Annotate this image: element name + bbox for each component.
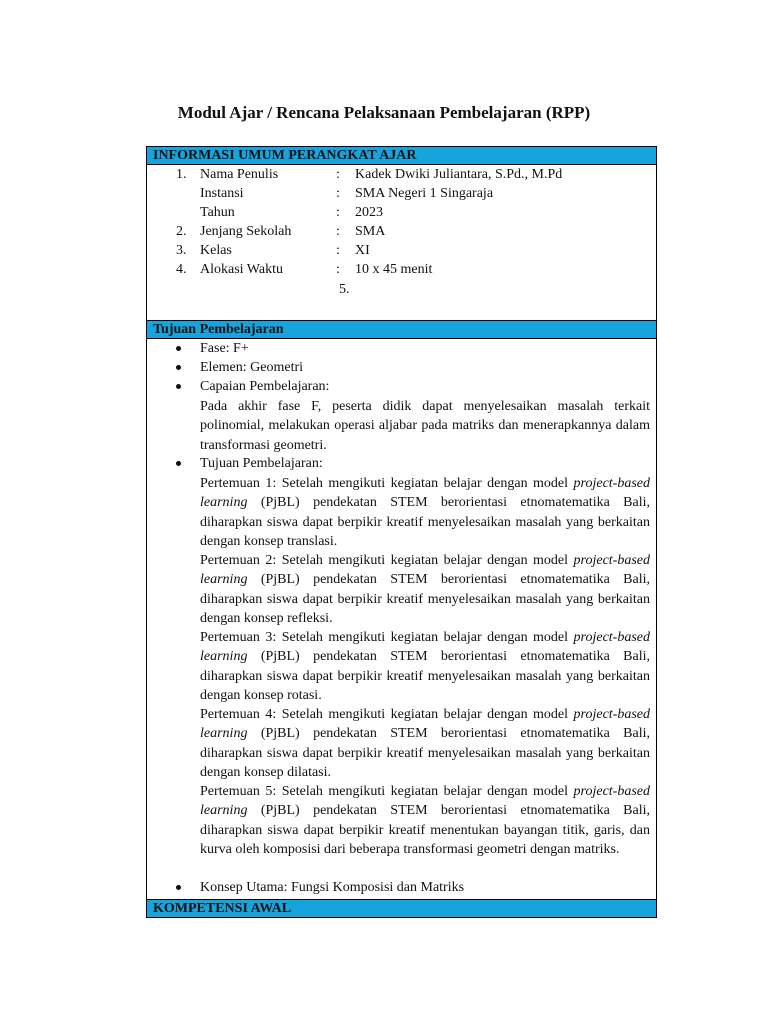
pertemuan-paragraph: Pertemuan 1: Setelah mengikuti kegiatan belajar dengan model project-based learning (PjBL) pendekatan STEM berorientasi etnomatematika Bali, diharapkan siswa dapat berpikir kreatif menyelesaikan masalah yang berkaitan dengan konsep translasi.	[200, 476, 650, 550]
bullet-marker	[176, 384, 181, 389]
info-row-separator: :	[336, 243, 340, 258]
info-row-label: Tahun	[200, 205, 235, 220]
kompetensi-section-header: KOMPETENSI AWAL	[146, 899, 657, 918]
info-row-label: Instansi	[200, 186, 244, 201]
bullet-marker	[176, 365, 181, 370]
info-row-separator: :	[336, 186, 340, 201]
info-row-value: SMA Negeri 1 Singaraja	[355, 186, 494, 201]
bullet-marker	[176, 346, 181, 351]
pertemuan-paragraph: Pertemuan 4: Setelah mengikuti kegiatan belajar dengan model project-based learning (PjBL) pendekatan STEM berorientasi etnomatematika Bali, diharapkan siswa dapat berpikir kreatif menyelesaikan masalah yang berkaitan dengan konsep dilatasi.	[200, 707, 650, 781]
konsep-utama-text: Konsep Utama: Fungsi Komposisi dan Matriks	[200, 880, 465, 895]
info-row-separator: :	[336, 262, 340, 277]
info-row-separator: :	[336, 167, 340, 182]
info-row-separator: :	[336, 205, 340, 220]
pertemuan-paragraph: Pertemuan 5: Setelah mengikuti kegiatan belajar dengan model project-based learning (PjBL) pendekatan STEM berorientasi etnomatematika Bali, diharapkan siswa dapat berpikir kreatif menentukan bayangan titik, garis, dan kurva oleh komposisi dari beberapa transformasi geometri dengan matriks.	[200, 784, 650, 858]
info-row-number: 3.	[176, 243, 187, 258]
document-title: Modul Ajar / Rencana Pelaksanaan Pembelajaran (RPP)	[177, 103, 591, 122]
capaian-label: Capaian Pembelajaran:	[200, 379, 330, 394]
elemen-text: Elemen: Geometri	[200, 360, 304, 375]
bullet-marker	[176, 461, 181, 466]
info-row-value: 2023	[355, 205, 383, 220]
fase-text: Fase: F+	[200, 341, 249, 356]
info-row-value: 10 x 45 menit	[355, 262, 433, 277]
info-row-label: Nama Penulis	[200, 167, 279, 182]
info-row-value: Kadek Dwiki Juliantara, S.Pd., M.Pd	[355, 167, 563, 182]
info-row-number: 1.	[176, 167, 187, 182]
tujuan-section-header: Tujuan Pembelajaran	[146, 320, 657, 339]
info-row-label: Alokasi Waktu	[200, 262, 283, 277]
info-row-number: 4.	[176, 262, 187, 277]
info-row-label: Jenjang Sekolah	[200, 224, 292, 239]
info-row-separator: :	[336, 224, 340, 239]
info-row-label: Kelas	[200, 243, 232, 258]
capaian-paragraph: Pada akhir fase F, peserta didik dapat menyelesaikan masalah terkait polinomial, melakukan operasi aljabar pada matriks dan menerapkannya dalam transformasi geometri.	[200, 399, 650, 453]
pertemuan-paragraph: Pertemuan 2: Setelah mengikuti kegiatan belajar dengan model project-based learning (PjBL) pendekatan STEM berorientasi etnomatematika Bali, diharapkan siswa dapat berpikir kreatif menyelesaikan masalah yang berkaitan dengan konsep refleksi.	[200, 553, 650, 627]
info-row-value: SMA	[355, 224, 386, 239]
info-section-header: INFORMASI UMUM PERANGKAT AJAR	[146, 146, 657, 165]
info-row-value: XI	[355, 243, 370, 258]
info-row-number: 2.	[176, 224, 187, 239]
trailing-list-number: 5.	[339, 282, 350, 297]
pertemuan-paragraph: Pertemuan 3: Setelah mengikuti kegiatan belajar dengan model project-based learning (PjBL) pendekatan STEM berorientasi etnomatematika Bali, diharapkan siswa dapat berpikir kreatif menyelesaikan masalah yang berkaitan dengan konsep rotasi.	[200, 630, 650, 704]
bullet-marker	[176, 885, 181, 890]
tujuan-label: Tujuan Pembelajaran:	[200, 456, 323, 471]
